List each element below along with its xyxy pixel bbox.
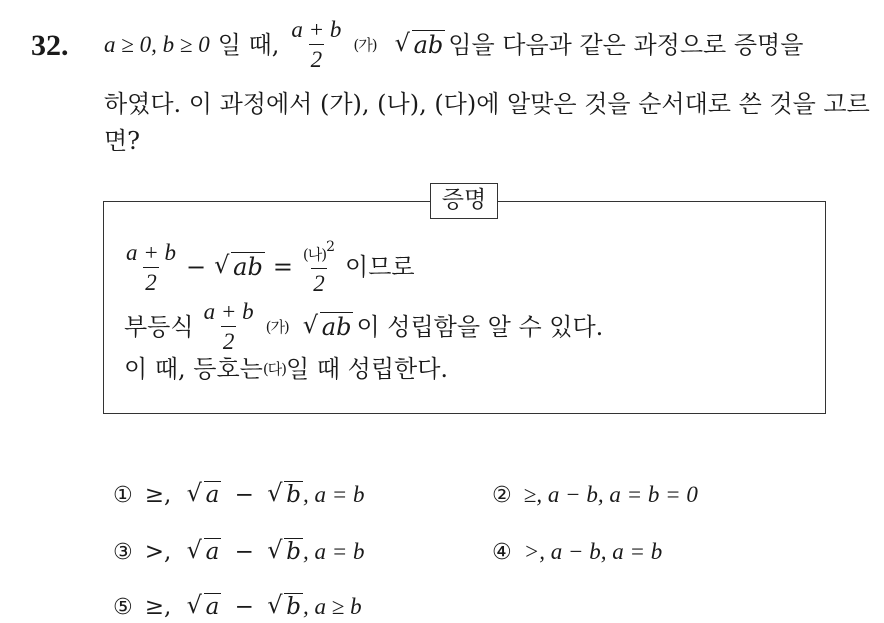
blank-ga: (가): [353, 35, 377, 54]
radical-icon: √: [186, 479, 202, 507]
sqrt-b: √ b: [267, 591, 301, 620]
option-mark: ②: [492, 483, 512, 508]
proof-title: 증명: [430, 183, 498, 219]
proof-line-1-tail: 이므로: [345, 253, 415, 282]
option-mark: ④: [492, 540, 512, 565]
sqrt-a: √ a: [186, 536, 220, 565]
radical-icon: √: [267, 479, 283, 507]
problem-number: 32.: [31, 29, 69, 62]
fraction-a-plus-b-over-2: $\frac{a + b}{2}$: [203, 299, 254, 354]
option-4[interactable]: ④ >, a − b, a = b: [492, 539, 663, 565]
condition: a ≥ 0, b ≥ 0: [104, 31, 210, 57]
fraction-a-plus-b-over-2: $\frac{a + b}{2}$: [291, 17, 342, 72]
fraction-na-squared-over-2: $\frac{(나)^2}{2}$: [302, 239, 336, 296]
option-mark: ③: [113, 540, 133, 565]
option-5[interactable]: ⑤ ≥, √ a − √ b, a ≥ b: [113, 591, 362, 620]
option-1[interactable]: ① ≥, √ a − √ b, a = b: [113, 479, 365, 508]
sqrt-ab: √ ab: [214, 251, 263, 282]
radical-icon: √: [302, 310, 319, 339]
blank-ga: (가): [265, 317, 289, 336]
problem-line-3: 면?: [104, 127, 141, 155]
sqrt-a: √ a: [186, 479, 220, 508]
radical-icon: √: [267, 536, 283, 564]
equals-sign: =: [272, 253, 293, 282]
sqrt-a: √ a: [186, 591, 220, 620]
option-mark: ⑤: [113, 595, 133, 620]
problem-line-2: 하였다. 이 과정에서 (가), (나), (다)에 알맞은 것을 순서대로 쓴 것을 고르: [104, 90, 870, 118]
radical-icon: √: [214, 251, 230, 280]
radical-icon: √: [186, 591, 202, 619]
radical-icon: √: [394, 28, 410, 57]
proof-line-2-tail: 이 성립함을 알 수 있다.: [356, 312, 604, 341]
fraction-a-plus-b-over-2: $\frac{a + b}{2}$: [126, 239, 177, 295]
sqrt-b: √ b: [267, 479, 301, 508]
sqrt-ab: √ ab: [302, 310, 352, 341]
problem-line-1: [104, 18, 803, 71]
condition-tail: 일 때,: [217, 30, 280, 59]
proof-line-2: [124, 300, 603, 353]
blank-da: (다): [262, 360, 287, 378]
option-mark: ①: [113, 483, 133, 508]
option-3[interactable]: ③ >, √ a − √ b, a = b: [113, 536, 365, 565]
radical-icon: √: [267, 591, 283, 619]
proof-line-3: 이 때, 등호는(다)일 때 성립한다.: [124, 355, 449, 383]
option-2[interactable]: ② ≥, a − b, a = b = 0: [492, 482, 698, 508]
radical-icon: √: [186, 536, 202, 564]
line-1-tail: 임을 다음과 같은 과정으로 증명을: [448, 30, 804, 59]
sqrt-ab: √ ab: [394, 28, 444, 59]
sqrt-b: √ b: [267, 536, 301, 565]
proof-line-2-head: 부등식: [124, 312, 194, 341]
proof-line-1: [124, 240, 415, 295]
minus-sign: −: [186, 253, 207, 282]
